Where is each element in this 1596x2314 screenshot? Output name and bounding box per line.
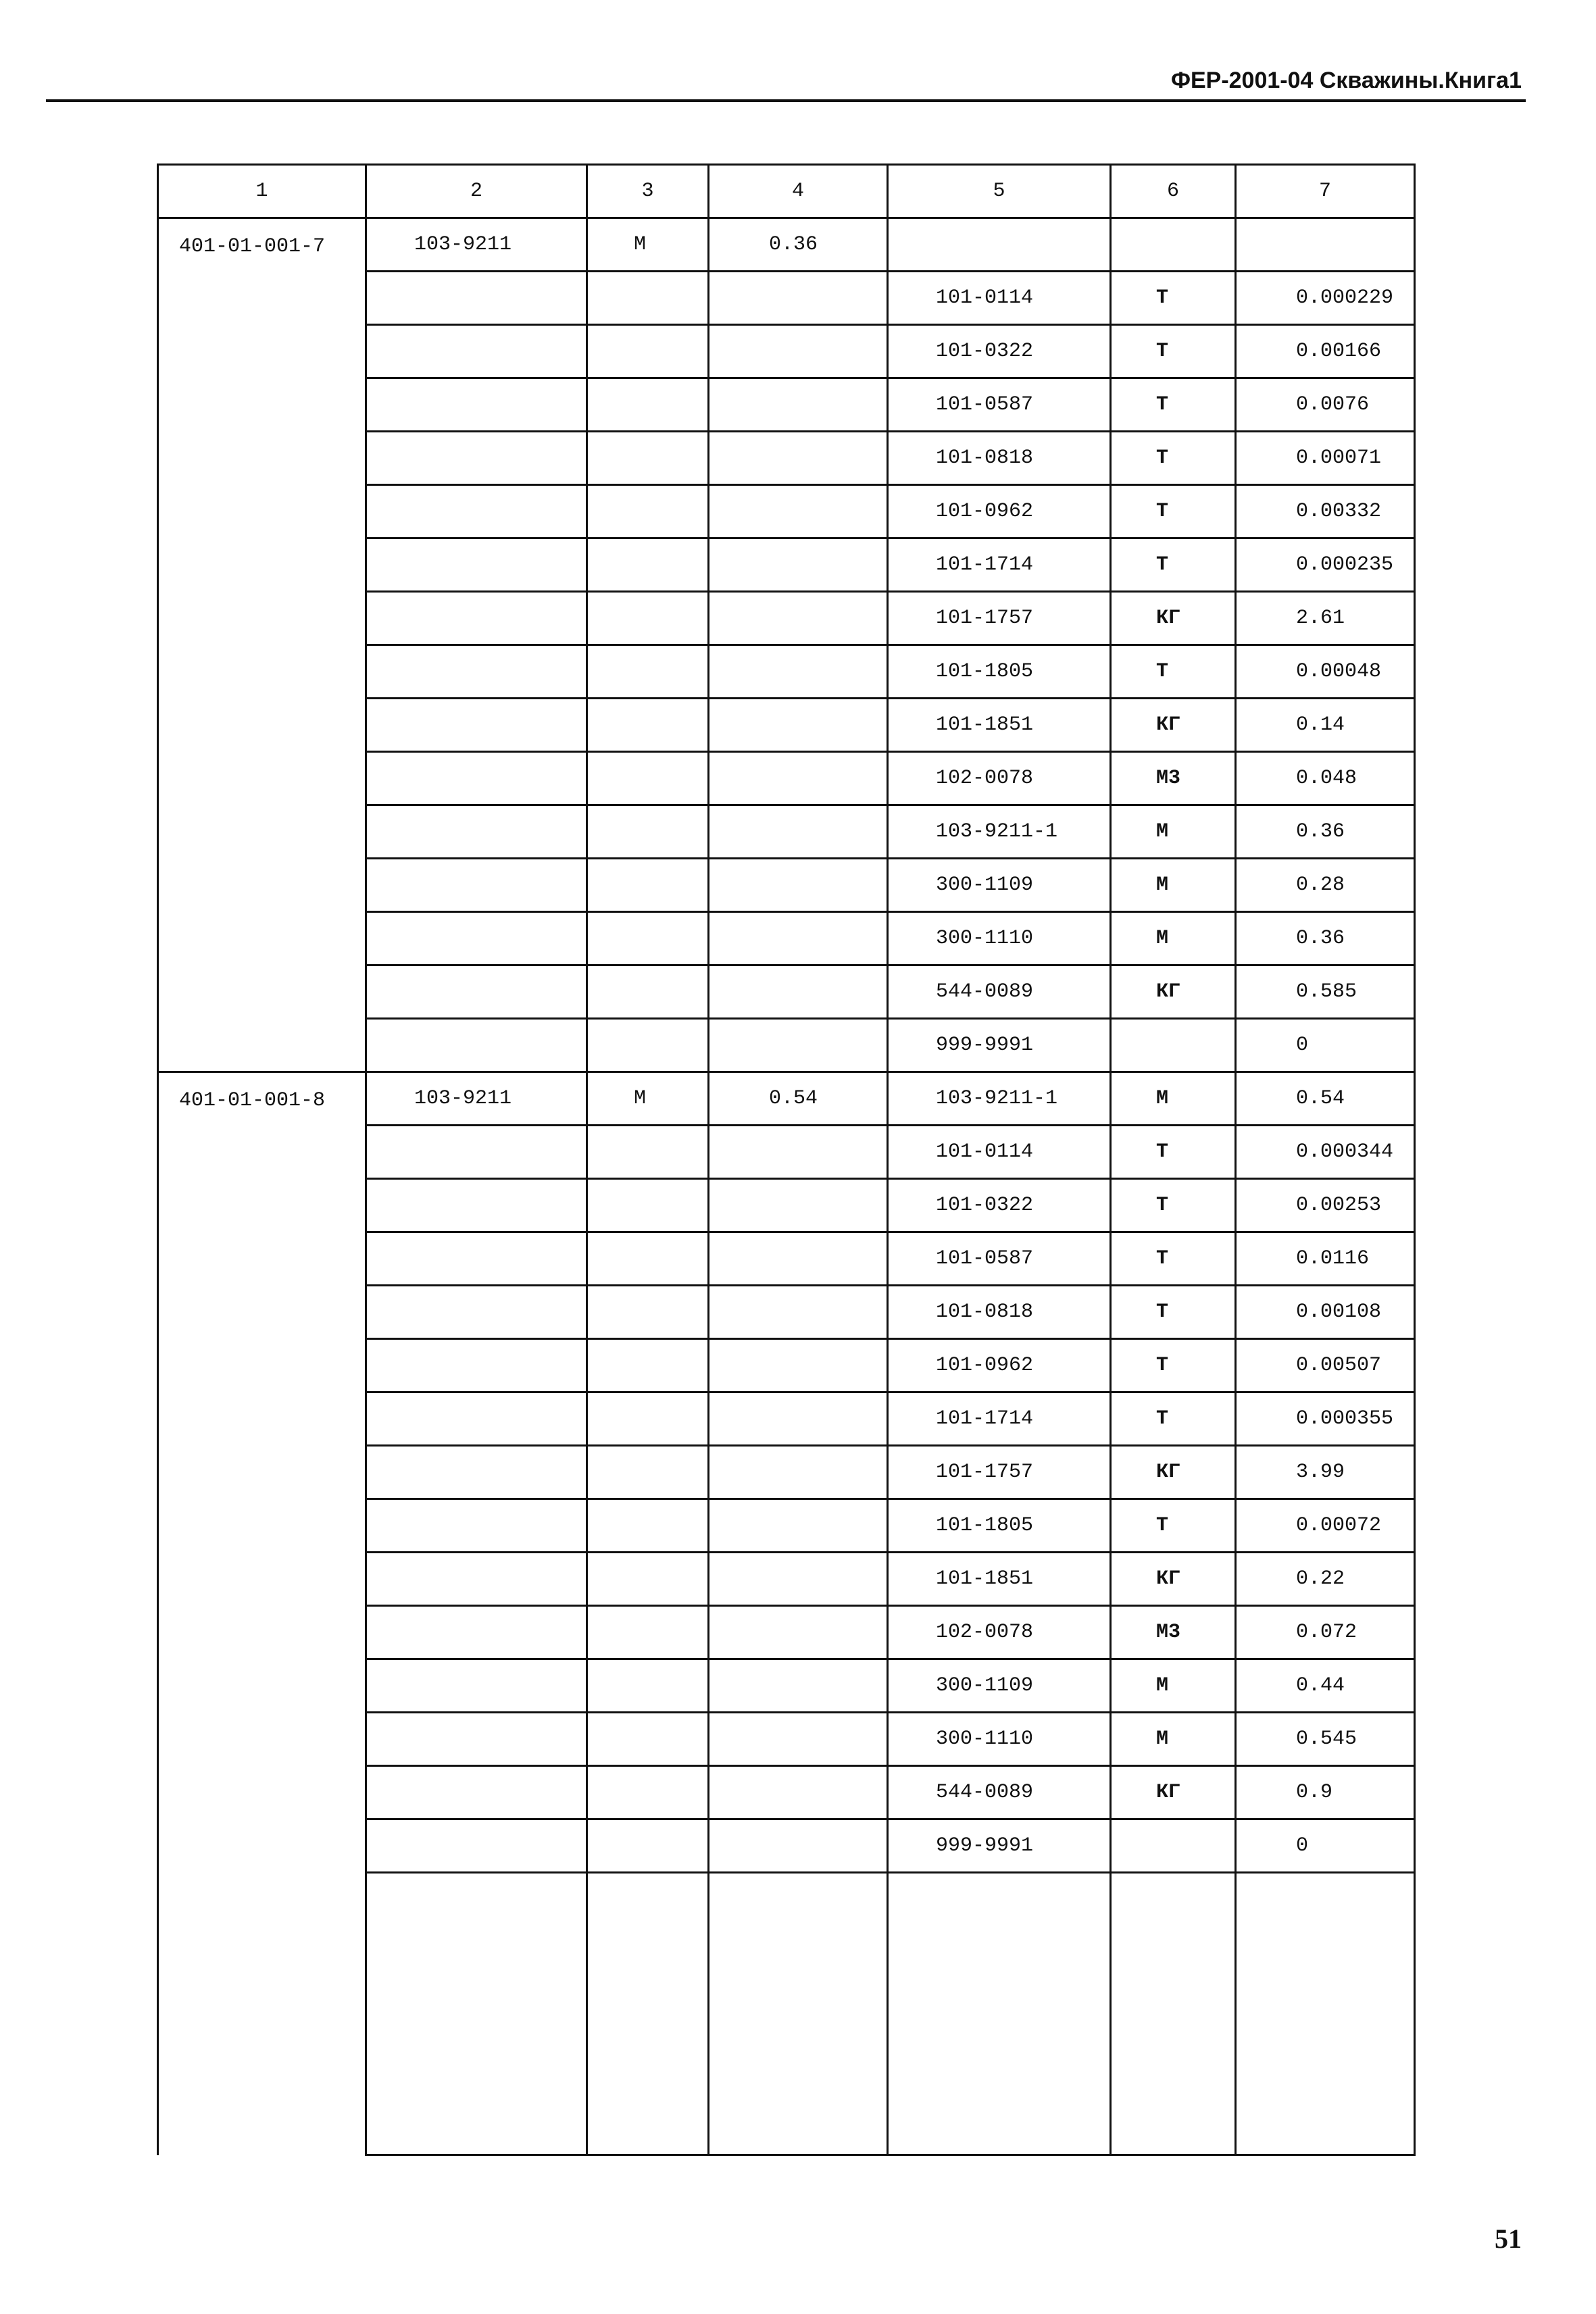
resource-code-cell xyxy=(366,1179,587,1232)
unit-cell xyxy=(587,699,709,752)
resource-code-cell xyxy=(366,699,587,752)
resource-code-cell xyxy=(366,378,587,432)
material-code-cell: 300-1109 xyxy=(888,859,1111,912)
quantity-cell xyxy=(709,1232,888,1286)
material-quantity-cell: 0.00253 xyxy=(1236,1179,1415,1232)
column-header: 7 xyxy=(1236,165,1415,218)
resource-code-cell xyxy=(366,1499,587,1553)
material-unit-cell: Т xyxy=(1111,538,1236,592)
column-header: 5 xyxy=(888,165,1111,218)
material-unit-cell: М xyxy=(1111,805,1236,859)
material-code-cell: 101-1805 xyxy=(888,1499,1111,1553)
resource-code-cell xyxy=(366,645,587,699)
material-quantity-cell: 0 xyxy=(1236,1019,1415,1072)
resource-code-cell xyxy=(366,752,587,805)
unit-cell xyxy=(587,645,709,699)
material-unit-cell: Т xyxy=(1111,645,1236,699)
material-quantity-cell: 0.00048 xyxy=(1236,645,1415,699)
material-code-cell: 300-1110 xyxy=(888,1713,1111,1766)
quantity-cell xyxy=(709,325,888,378)
material-unit-cell: Т xyxy=(1111,432,1236,485)
quantity-cell xyxy=(709,699,888,752)
material-code-cell: 101-0114 xyxy=(888,272,1111,325)
material-quantity-cell: 0.28 xyxy=(1236,859,1415,912)
material-unit-cell: КГ xyxy=(1111,1446,1236,1499)
material-quantity-cell: 0.000344 xyxy=(1236,1126,1415,1179)
material-quantity-cell: 0 xyxy=(1236,1819,1415,1873)
resource-code-cell xyxy=(366,592,587,645)
material-quantity-cell: 0.00108 xyxy=(1236,1286,1415,1339)
resource-code-cell xyxy=(366,859,587,912)
material-unit-cell: М3 xyxy=(1111,1606,1236,1659)
empty-cell xyxy=(888,1873,1111,2155)
empty-cell xyxy=(366,1873,587,2155)
material-unit-cell xyxy=(1111,1019,1236,1072)
material-quantity-cell: 0.00332 xyxy=(1236,485,1415,538)
quantity-cell xyxy=(709,1553,888,1606)
empty-cell xyxy=(1236,1873,1415,2155)
rate-code-cell: 401-01-001-7 xyxy=(158,218,366,1072)
table-header-row xyxy=(158,165,1415,218)
resource-code-cell xyxy=(366,1232,587,1286)
quantity-cell xyxy=(709,965,888,1019)
quantity-cell xyxy=(709,592,888,645)
material-code-cell: 101-0962 xyxy=(888,485,1111,538)
unit-cell xyxy=(587,538,709,592)
material-unit-cell: КГ xyxy=(1111,1553,1236,1606)
quantity-cell xyxy=(709,1659,888,1713)
material-code-cell: 103-9211-1 xyxy=(888,805,1111,859)
resource-code-cell: 103-9211 xyxy=(366,1072,587,1126)
material-unit-cell: М xyxy=(1111,912,1236,965)
material-code-cell: 101-1714 xyxy=(888,538,1111,592)
unit-cell xyxy=(587,1819,709,1873)
quantity-cell xyxy=(709,538,888,592)
header-rule xyxy=(46,99,1526,102)
material-quantity-cell: 2.61 xyxy=(1236,592,1415,645)
unit-cell xyxy=(587,1179,709,1232)
material-quantity-cell xyxy=(1236,218,1415,272)
resource-code-cell xyxy=(366,432,587,485)
material-code-cell: 300-1110 xyxy=(888,912,1111,965)
material-quantity-cell: 0.54 xyxy=(1236,1072,1415,1126)
material-unit-cell: Т xyxy=(1111,1232,1236,1286)
resource-code-cell: 103-9211 xyxy=(366,218,587,272)
quantity-cell xyxy=(709,1606,888,1659)
column-header: 6 xyxy=(1111,165,1236,218)
material-quantity-cell: 0.00072 xyxy=(1236,1499,1415,1553)
unit-cell xyxy=(587,965,709,1019)
material-code-cell: 999-9991 xyxy=(888,1019,1111,1072)
material-quantity-cell: 0.0076 xyxy=(1236,378,1415,432)
material-quantity-cell: 0.44 xyxy=(1236,1659,1415,1713)
unit-cell xyxy=(587,1499,709,1553)
empty-cell xyxy=(1111,1873,1236,2155)
material-unit-cell: Т xyxy=(1111,1339,1236,1392)
unit-cell xyxy=(587,1766,709,1819)
material-unit-cell: Т xyxy=(1111,1179,1236,1232)
unit-cell xyxy=(587,859,709,912)
material-code-cell: 101-1757 xyxy=(888,592,1111,645)
material-code-cell: 101-0322 xyxy=(888,1179,1111,1232)
material-quantity-cell: 0.000229 xyxy=(1236,272,1415,325)
quantity-cell xyxy=(709,432,888,485)
empty-cell xyxy=(709,1873,888,2155)
resource-code-cell xyxy=(366,1446,587,1499)
quantity-cell xyxy=(709,1819,888,1873)
resource-code-cell xyxy=(366,1553,587,1606)
material-code-cell: 102-0078 xyxy=(888,752,1111,805)
unit-cell xyxy=(587,1392,709,1446)
resource-code-cell xyxy=(366,272,587,325)
material-code-cell: 101-0587 xyxy=(888,1232,1111,1286)
unit-cell xyxy=(587,1019,709,1072)
material-unit-cell: Т xyxy=(1111,378,1236,432)
material-quantity-cell: 3.99 xyxy=(1236,1446,1415,1499)
material-unit-cell: Т xyxy=(1111,1499,1236,1553)
resource-code-cell xyxy=(366,1019,587,1072)
material-code-cell: 102-0078 xyxy=(888,1606,1111,1659)
quantity-cell xyxy=(709,485,888,538)
quantity-cell xyxy=(709,805,888,859)
material-quantity-cell: 0.9 xyxy=(1236,1766,1415,1819)
unit-cell xyxy=(587,1286,709,1339)
material-code-cell: 101-0322 xyxy=(888,325,1111,378)
quantity-cell xyxy=(709,1126,888,1179)
quantity-cell xyxy=(709,1339,888,1392)
material-unit-cell: КГ xyxy=(1111,1766,1236,1819)
material-code-cell: 101-1851 xyxy=(888,699,1111,752)
resource-code-cell xyxy=(366,1606,587,1659)
unit-cell xyxy=(587,1232,709,1286)
resource-code-cell xyxy=(366,1766,587,1819)
quantity-cell xyxy=(709,1713,888,1766)
material-code-cell xyxy=(888,218,1111,272)
unit-cell xyxy=(587,272,709,325)
quantity-cell xyxy=(709,1286,888,1339)
material-quantity-cell: 0.585 xyxy=(1236,965,1415,1019)
quantity-cell xyxy=(709,1019,888,1072)
table-row xyxy=(158,218,1415,272)
quantity-cell xyxy=(709,859,888,912)
material-code-cell: 101-1805 xyxy=(888,645,1111,699)
material-unit-cell: Т xyxy=(1111,272,1236,325)
material-quantity-cell: 0.000235 xyxy=(1236,538,1415,592)
unit-cell xyxy=(587,485,709,538)
unit-cell xyxy=(587,752,709,805)
material-quantity-cell: 0.00507 xyxy=(1236,1339,1415,1392)
material-code-cell: 544-0089 xyxy=(888,1766,1111,1819)
resource-code-cell xyxy=(366,1713,587,1766)
material-quantity-cell: 0.0116 xyxy=(1236,1232,1415,1286)
resource-code-cell xyxy=(366,805,587,859)
column-header: 3 xyxy=(587,165,709,218)
rate-code-cell: 401-01-001-8 xyxy=(158,1072,366,2155)
quantity-cell xyxy=(709,272,888,325)
quantity-cell xyxy=(709,1766,888,1819)
material-code-cell: 101-1851 xyxy=(888,1553,1111,1606)
material-unit-cell: КГ xyxy=(1111,592,1236,645)
material-unit-cell: М xyxy=(1111,859,1236,912)
unit-cell xyxy=(587,912,709,965)
quantity-cell xyxy=(709,1446,888,1499)
material-quantity-cell: 0.000355 xyxy=(1236,1392,1415,1446)
material-unit-cell: КГ xyxy=(1111,965,1236,1019)
material-unit-cell: Т xyxy=(1111,1286,1236,1339)
unit-cell xyxy=(587,378,709,432)
material-unit-cell: М xyxy=(1111,1713,1236,1766)
unit-cell xyxy=(587,1126,709,1179)
resource-code-cell xyxy=(366,325,587,378)
unit-cell xyxy=(587,1446,709,1499)
unit-cell xyxy=(587,1606,709,1659)
resource-code-cell xyxy=(366,1339,587,1392)
material-code-cell: 101-0818 xyxy=(888,432,1111,485)
table-row xyxy=(158,1072,1415,1126)
material-quantity-cell: 0.00071 xyxy=(1236,432,1415,485)
material-quantity-cell: 0.22 xyxy=(1236,1553,1415,1606)
table-body xyxy=(158,218,1415,2155)
unit-cell xyxy=(587,805,709,859)
material-unit-cell: М3 xyxy=(1111,752,1236,805)
resource-code-cell xyxy=(366,1126,587,1179)
quantity-cell xyxy=(709,1392,888,1446)
unit-cell xyxy=(587,325,709,378)
column-header: 1 xyxy=(158,165,366,218)
material-quantity-cell: 0.14 xyxy=(1236,699,1415,752)
quantity-cell xyxy=(709,912,888,965)
material-unit-cell xyxy=(1111,218,1236,272)
resource-code-cell xyxy=(366,538,587,592)
quantity-cell: 0.36 xyxy=(709,218,888,272)
quantity-cell xyxy=(709,1179,888,1232)
material-quantity-cell: 0.36 xyxy=(1236,912,1415,965)
column-header: 4 xyxy=(709,165,888,218)
resource-code-cell xyxy=(366,1392,587,1446)
material-code-cell: 544-0089 xyxy=(888,965,1111,1019)
quantity-cell xyxy=(709,645,888,699)
material-code-cell: 101-0587 xyxy=(888,378,1111,432)
material-unit-cell: Т xyxy=(1111,485,1236,538)
material-quantity-cell: 0.00166 xyxy=(1236,325,1415,378)
unit-cell xyxy=(587,1553,709,1606)
material-code-cell: 101-1714 xyxy=(888,1392,1111,1446)
unit-cell xyxy=(587,592,709,645)
material-quantity-cell: 0.36 xyxy=(1236,805,1415,859)
material-unit-cell: КГ xyxy=(1111,699,1236,752)
resource-code-cell xyxy=(366,965,587,1019)
quantity-cell xyxy=(709,1499,888,1553)
resource-table xyxy=(157,164,1416,2156)
material-code-cell: 999-9991 xyxy=(888,1819,1111,1873)
material-unit-cell: Т xyxy=(1111,1126,1236,1179)
material-code-cell: 101-1757 xyxy=(888,1446,1111,1499)
material-quantity-cell: 0.048 xyxy=(1236,752,1415,805)
column-header: 2 xyxy=(366,165,587,218)
unit-cell: М xyxy=(587,218,709,272)
material-code-cell: 101-0962 xyxy=(888,1339,1111,1392)
unit-cell: М xyxy=(587,1072,709,1126)
unit-cell xyxy=(587,1339,709,1392)
unit-cell xyxy=(587,1713,709,1766)
resource-code-cell xyxy=(366,1819,587,1873)
material-code-cell: 101-0114 xyxy=(888,1126,1111,1179)
material-unit-cell xyxy=(1111,1819,1236,1873)
quantity-cell xyxy=(709,752,888,805)
material-code-cell: 300-1109 xyxy=(888,1659,1111,1713)
material-unit-cell: М xyxy=(1111,1072,1236,1126)
material-unit-cell: М xyxy=(1111,1659,1236,1713)
material-unit-cell: Т xyxy=(1111,325,1236,378)
resource-code-cell xyxy=(366,1659,587,1713)
empty-cell xyxy=(587,1873,709,2155)
resource-code-cell xyxy=(366,912,587,965)
material-quantity-cell: 0.072 xyxy=(1236,1606,1415,1659)
resource-code-cell xyxy=(366,485,587,538)
page-number: 51 xyxy=(1495,2223,1522,2254)
page-header-title: ФЕР-2001-04 Скважины.Книга1 xyxy=(1170,68,1522,93)
quantity-cell xyxy=(709,378,888,432)
quantity-cell: 0.54 xyxy=(709,1072,888,1126)
material-code-cell: 103-9211-1 xyxy=(888,1072,1111,1126)
material-quantity-cell: 0.545 xyxy=(1236,1713,1415,1766)
material-code-cell: 101-0818 xyxy=(888,1286,1111,1339)
material-unit-cell: Т xyxy=(1111,1392,1236,1446)
resource-code-cell xyxy=(366,1286,587,1339)
unit-cell xyxy=(587,1659,709,1713)
unit-cell xyxy=(587,432,709,485)
